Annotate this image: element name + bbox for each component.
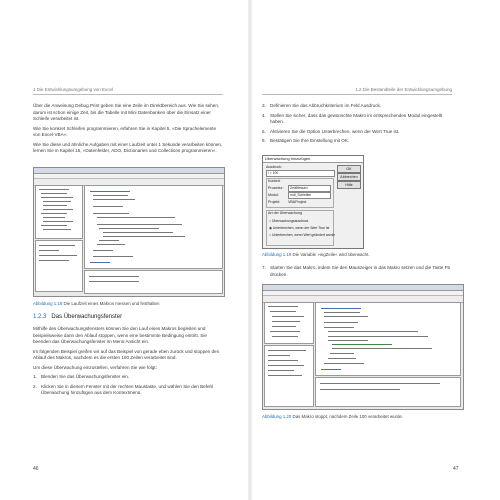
code-window [84,185,223,269]
figure-caption [262,252,457,257]
radio-break-when-changed[interactable]: ○ Unterbrechen, wenn Wert geändert wurde [269,233,336,237]
list-item: 4. Stellen Sie sicher, dass das gewünschte Makro im entsprechenden Modul eingestellt haben. [262,112,443,124]
caption-text: Die Variable »ingZeile« wird überwacht. [292,252,370,257]
paragraph: Über die Anweisung Debug.Print geben Sie eine Zeile im Direktbereich aus. Wie Sie sehen, darum ist schon einige Zeit, bis die Tabelle mit Mini Datenbanken über die Einsatz einer Schleife verarbeitet ist. [33,103,220,121]
caption-text: Das Makro stoppt, nachdem Zeile 100 verarbeitet wurde. [292,414,404,419]
running-head: 1.2 Die Bestandteile der Entwicklungsumgebung [262,87,452,95]
list-item: 6. Bestätigen Sie Ihre Einstellung mit OK. [262,138,350,143]
project-value: VBAProject [288,200,307,204]
paragraph: Wie Sie konkret Schleifen programmieren, erfahren Sie in Kapitel 5, »Die Sprachelemente von Excel-VBA«. [33,125,217,137]
paragraph: Mithilfe des Überwachungsfensters können Sie den Lauf eines Makros begleiten und beispielsweise dann den Ablauf stoppen, wenn eine bestimmte Bedingung eintritt. Sie beenden das Überwachungsfenster im Menü Ansicht ein. [33,326,207,344]
section-title: Das Überwachungsfenster [51,314,123,320]
watch-window [315,377,461,407]
section-text [33,326,223,400]
steps-list [262,103,457,145]
watch-type-label: Art der Überwachung [268,211,302,215]
vba-editor-stopped-screenshot [262,284,464,410]
immediate-window [84,270,223,294]
section-heading [33,314,122,320]
procedure-select[interactable]: ZeitMessen [288,185,331,192]
paragraph: Wie Sie diese und ähnliche Aufgaben mit einer Laufzeit unter 1 Sekunde verarbeiten können, lernen Sie in Kapitel 15, »Datenfelder, ADO, Dictionaries und Collections programmieren«. [33,141,223,153]
right-page [250,0,500,500]
dialog-title: Überwachung hinzufügen [263,156,363,163]
list-item: 2. Klicken Sie in diesem Fenster mit der rechten Maustaste, und wählen Sie den Befehl Überwachung hinzufügen aus dem Kontextmenü. [33,383,214,395]
running-head: 1 Die Entwicklungsumgebung von Excel [33,87,223,95]
code-window [315,302,461,376]
project-explorer [35,185,83,239]
caption-text: Die Laufzeit eines Makros messen und festhalten [63,301,160,306]
expression-field[interactable]: i = 100 [266,170,335,177]
expression-label: Ausdruck: [266,165,282,169]
ok-button[interactable]: OK [337,165,361,173]
context-label: Kontext [268,179,281,183]
project-explorer [264,302,314,344]
properties-pane [264,345,314,407]
help-button[interactable]: Hilfe [337,181,361,189]
properties-pane [35,240,83,292]
intro-text [33,103,223,158]
step-seven [262,265,457,281]
page-number: 47 [453,466,459,472]
module-label: Modul: [268,193,279,197]
module-select[interactable]: mdl_Schleifen [288,192,331,199]
radio-watch-expression[interactable]: ○ Überwachungsausdruck [269,219,309,223]
figure-caption [33,301,223,306]
radio-break-when-true[interactable]: ◉ Unterbrechen, wenn der Wert True ist [269,226,330,230]
figure-caption [262,414,462,419]
procedure-label: Prozedur: [268,186,284,190]
list-item: 3. Definieren Sie das Abbruchkriterium im Feld Ausdruck. [262,103,382,108]
list-item: 7. Starten Sie das Makro, indem Sie den Mauszeiger in das Makro setzen und die Taste F5 drücken. [262,265,450,277]
caption-label: Abbildung 1.18 [33,301,63,306]
paragraph: Im folgenden Beispiel greifen wir auf das Beispiel von gerade eben zurück und stoppen den Ablauf des Makros, nachdem es die ersten 100 Zeilen verarbeitet sind. [33,348,220,360]
caption-label: Abbildung 1.19 [262,252,292,257]
add-watch-dialog [262,155,364,249]
caption-label: Abbildung 1.20 [262,414,292,419]
page-number: 46 [33,466,39,472]
section-number: 1.2.3 [33,314,47,320]
paragraph: Um diese Überwachung einzustellen, verfahren Sie wie folgt: [33,364,157,370]
list-item: 5. Aktivieren Sie die Option Unterbrechen, wenn der Wert True ist. [262,128,400,134]
project-label: Projekt: [268,200,281,204]
cancel-button[interactable]: Abbrechen [337,173,361,181]
steps-text [262,103,457,148]
steps-list [33,374,223,397]
vba-editor-screenshot [33,167,225,297]
list-item: 1. Blenden Sie das Überwachungsfenster ein. [33,374,130,379]
